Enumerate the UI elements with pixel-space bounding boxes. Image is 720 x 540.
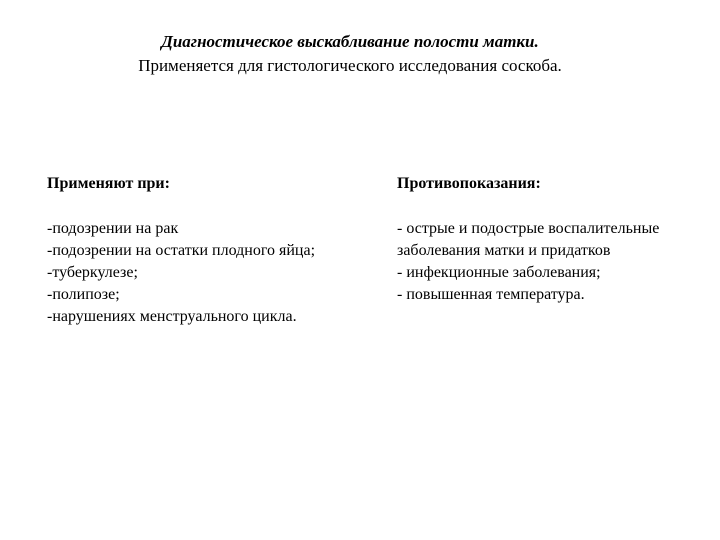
list-item: - повышенная температура.: [397, 286, 585, 303]
slide-subtitle: Применяется для гистологического исследования соскоба.: [138, 56, 562, 75]
title-block: [0, 30, 700, 78]
list-item: -полипозе;: [47, 286, 120, 303]
contraindications-heading: Противопоказания:: [397, 175, 541, 192]
indications-column: [47, 173, 367, 328]
contraindications-column: [397, 173, 707, 306]
list-item: заболевания матки и придатков: [397, 242, 611, 259]
indications-list: [47, 218, 367, 328]
list-item: -нарушениях менструального цикла.: [47, 308, 297, 325]
contraindications-list: [397, 218, 707, 306]
list-item: -туберкулезе;: [47, 264, 138, 281]
list-item: - инфекционные заболевания;: [397, 264, 601, 281]
list-item: -подозрении на остатки плодного яйца;: [47, 242, 316, 259]
slide-title: Диагностическое выскабливание полости матки.: [161, 32, 539, 51]
list-item: -подозрении на рак: [47, 220, 179, 237]
list-item: - острые и подострые воспалительные: [397, 220, 660, 237]
indications-heading: Применяют при:: [47, 175, 170, 192]
